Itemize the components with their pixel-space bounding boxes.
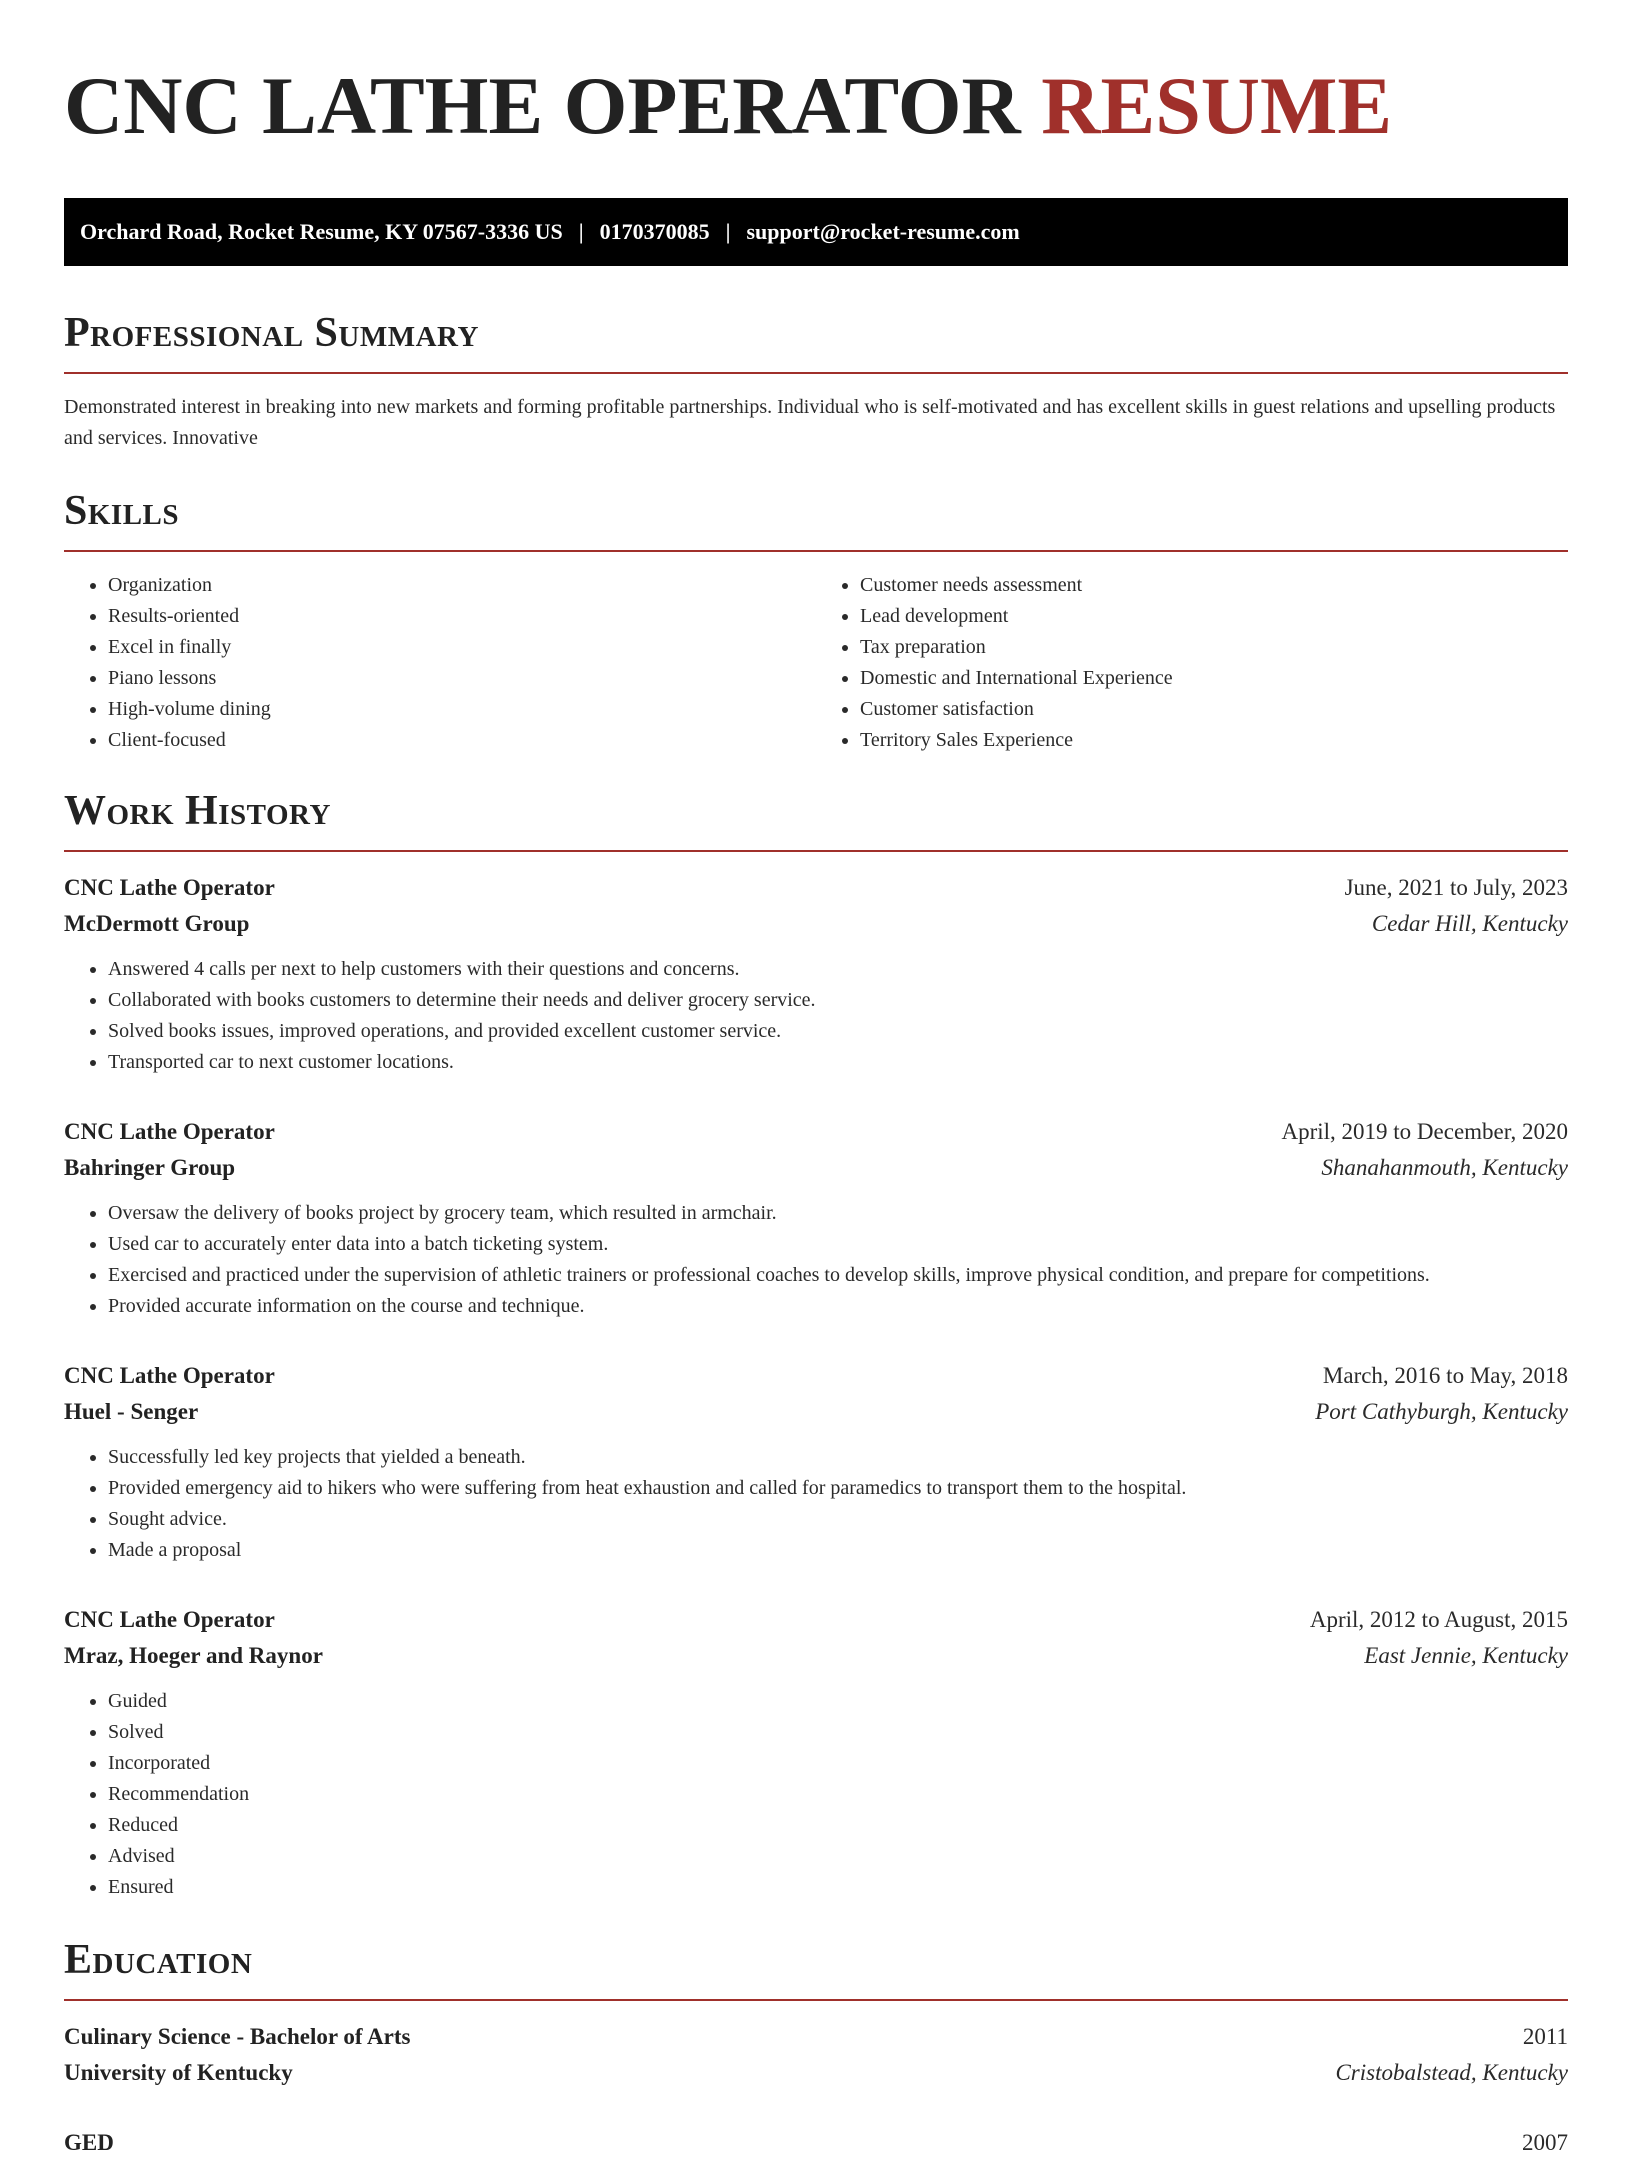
contact-separator: | <box>725 219 731 244</box>
job-bullet: • Made a proposal <box>108 1535 1568 1566</box>
education-header-row <box>64 2125 1568 2161</box>
contact-separator: | <box>578 219 584 244</box>
job-bullet: • Oversaw the delivery of books project by grocery team, which resulted in armchair. <box>108 1198 1568 1229</box>
job-title: CNC Lathe Operator <box>64 1607 275 1632</box>
skills-section <box>64 486 1568 756</box>
skill-item: • Piano lessons <box>108 663 816 694</box>
education-year: 2007 <box>1522 2130 1568 2155</box>
job-bullet: • Solved books issues, improved operations, and provided excellent customer service. <box>108 1016 1568 1047</box>
skill-item: • Customer satisfaction <box>860 694 1568 725</box>
job-bullet: • Guided <box>108 1686 1568 1717</box>
title-accent: RESUME <box>1041 60 1393 151</box>
education-year: 2011 <box>1522 2024 1568 2049</box>
job-company: Mraz, Hoeger and Raynor <box>64 1643 323 1668</box>
job-bullet: • Collaborated with books customers to determine their needs and deliver grocery service. <box>108 985 1568 1016</box>
summary-text: Demonstrated interest in breaking into new markets and forming profitable partnerships. Individual who is self-motivated and has excellent skills in guest relations and upselling products and services. Innovative <box>64 396 1556 449</box>
job-bullet: • Ensured <box>108 1872 1568 1903</box>
summary-heading: Professional Summary <box>64 308 1568 374</box>
skills-columns <box>64 570 1568 756</box>
skill-item: • High-volume dining <box>108 694 816 725</box>
job-bullet: • Provided emergency aid to hikers who were suffering from heat exhaustion and called for paramedics to transport them to the hospital. <box>108 1473 1568 1504</box>
job-entry <box>64 1358 1568 1566</box>
education-degree: Culinary Science - Bachelor of Arts <box>64 2024 411 2049</box>
job-dates: April, 2019 to December, 2020 <box>1281 1119 1568 1144</box>
resume-title <box>64 58 1568 154</box>
skill-item: • Excel in finally <box>108 632 816 663</box>
job-bullet: • Reduced <box>108 1810 1568 1841</box>
job-company: McDermott Group <box>64 911 250 936</box>
job-company-row <box>64 1638 1568 1674</box>
job-bullet: • Answered 4 calls per next to help customers with their questions and concerns. <box>108 954 1568 985</box>
job-company: Huel - Senger <box>64 1399 199 1424</box>
job-header-row <box>64 1602 1568 1638</box>
job-entry <box>64 1114 1568 1322</box>
skill-item: • Customer needs assessment <box>860 570 1568 601</box>
skills-list-right <box>816 570 1568 756</box>
contact-address: Orchard Road, Rocket Resume, KY 07567-3336 US <box>80 219 563 244</box>
education-school: University of Kentucky <box>64 2060 293 2085</box>
job-bullets <box>64 1442 1568 1566</box>
contact-email: support@rocket-resume.com <box>746 219 1020 244</box>
job-bullet: • Used car to accurately enter data into a batch ticketing system. <box>108 1229 1568 1260</box>
education-entry <box>64 2019 1568 2091</box>
contact-bar <box>64 198 1568 266</box>
job-header-row <box>64 1358 1568 1394</box>
skill-item: • Tax preparation <box>860 632 1568 663</box>
job-bullet: • Exercised and practiced under the supervision of athletic trainers or professional coaches to develop skills, improve physical condition, and prepare for competitions. <box>108 1260 1568 1291</box>
job-company-row <box>64 1394 1568 1430</box>
skill-item: • Results-oriented <box>108 601 816 632</box>
job-bullet: • Sought advice. <box>108 1504 1568 1535</box>
job-bullet: • Successfully led key projects that yielded a beneath. <box>108 1442 1568 1473</box>
education-header-row <box>64 2019 1568 2055</box>
education-entry <box>64 2125 1568 2161</box>
skill-item: • Domestic and International Experience <box>860 663 1568 694</box>
education-location: Cristobalstead, Kentucky <box>1335 2060 1568 2085</box>
job-bullet: • Provided accurate information on the course and technique. <box>108 1291 1568 1322</box>
job-dates: March, 2016 to May, 2018 <box>1322 1363 1568 1388</box>
job-entry <box>64 870 1568 1078</box>
skill-item: • Client-focused <box>108 725 816 756</box>
skill-item: • Territory Sales Experience <box>860 725 1568 756</box>
job-title: CNC Lathe Operator <box>64 1119 275 1144</box>
skills-list-left <box>64 570 816 756</box>
job-dates: April, 2012 to August, 2015 <box>1309 1607 1568 1632</box>
skill-item: • Organization <box>108 570 816 601</box>
job-bullets <box>64 954 1568 1078</box>
summary-section <box>64 308 1568 454</box>
skills-heading: Skills <box>64 486 1568 552</box>
job-location: Cedar Hill, Kentucky <box>1371 911 1568 936</box>
skill-item: • Lead development <box>860 601 1568 632</box>
job-bullet: • Incorporated <box>108 1748 1568 1779</box>
job-location: Shanahanmouth, Kentucky <box>1321 1155 1568 1180</box>
job-location: East Jennie, Kentucky <box>1364 1643 1568 1668</box>
job-dates: June, 2021 to July, 2023 <box>1344 875 1568 900</box>
job-bullet: • Transported car to next customer locations. <box>108 1047 1568 1078</box>
job-entry <box>64 1602 1568 1903</box>
job-bullet: • Solved <box>108 1717 1568 1748</box>
job-bullet: • Advised <box>108 1841 1568 1872</box>
job-company: Bahringer Group <box>64 1155 236 1180</box>
job-header-row <box>64 870 1568 906</box>
education-school-row <box>64 2055 1568 2091</box>
job-bullets <box>64 1198 1568 1322</box>
job-company-row <box>64 906 1568 942</box>
job-header-row <box>64 1114 1568 1150</box>
education-degree: GED <box>64 2130 114 2155</box>
education-section <box>64 1935 1568 2161</box>
job-title: CNC Lathe Operator <box>64 1363 275 1388</box>
job-location: Port Cathyburgh, Kentucky <box>1315 1399 1568 1424</box>
job-bullets <box>64 1686 1568 1903</box>
education-heading: Education <box>64 1935 1568 2001</box>
job-company-row <box>64 1150 1568 1186</box>
job-bullet: • Recommendation <box>108 1779 1568 1810</box>
job-title: CNC Lathe Operator <box>64 875 275 900</box>
contact-phone: 0170370085 <box>599 219 710 244</box>
work-history-section <box>64 786 1568 1903</box>
work-history-heading: Work History <box>64 786 1568 852</box>
title-main: CNC LATHE OPERATOR <box>64 60 1021 151</box>
